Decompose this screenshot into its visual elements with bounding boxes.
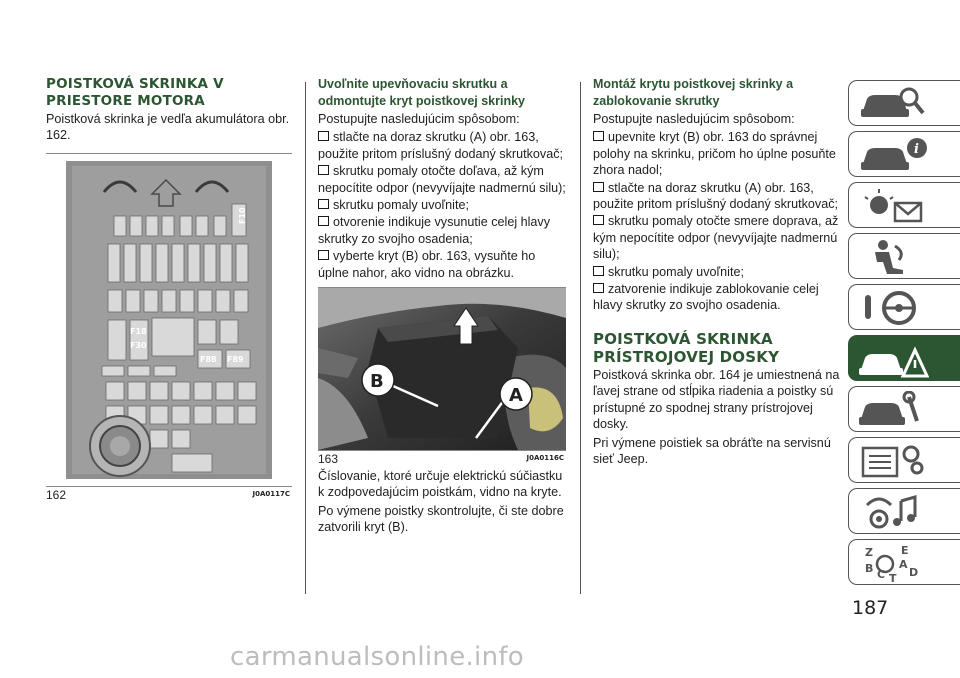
tab-steering[interactable]	[848, 284, 960, 330]
svg-text:A: A	[899, 558, 908, 571]
figure-163-caption	[318, 451, 566, 466]
svg-text:E: E	[901, 544, 909, 557]
tab-safety[interactable]	[848, 233, 960, 279]
svg-text:C: C	[877, 568, 886, 581]
subheading-remove-cover: Uvoľnite upevňovaciu skrutku a odmontujte kryt poistkovej skrinky	[318, 77, 525, 108]
column-remove-cover	[318, 76, 566, 538]
section-heading-dashboard-fuse-box: POISTKOVÁ SKRINKA PRÍSTROJOVEJ DOSKY	[593, 329, 780, 366]
car-info-icon	[859, 136, 929, 174]
fuse-label-f10: F10	[238, 207, 247, 224]
list-item: vyberte kryt (B) obr. 163, vysuňte ho úplne nahor, ako vidno na obrázku.	[318, 249, 536, 280]
seat-airbag-icon	[859, 238, 929, 276]
label-b: B	[370, 371, 384, 393]
figure-162-caption	[46, 487, 292, 502]
paragraph-service-network: Pri výmene poistiek sa obráťte na servisnú sieť Jeep.	[593, 435, 831, 466]
figure-number: 163	[318, 452, 339, 467]
engine-fuse-box-intro: Poistková skrinka je vedľa akumulátora obr. 162.	[46, 112, 290, 143]
engine-bay-photo	[318, 288, 566, 450]
column-engine-fuse-box	[46, 76, 292, 502]
column-divider	[580, 82, 581, 594]
checkbox-bullet-icon	[318, 131, 329, 141]
svg-text:D: D	[909, 566, 919, 579]
column-divider	[305, 82, 306, 594]
checkbox-bullet-icon	[593, 131, 604, 141]
figure-number: 162	[46, 487, 67, 502]
fuse-label-f18: F18	[130, 326, 147, 336]
checkbox-bullet-icon	[318, 165, 329, 175]
checkbox-bullet-icon	[318, 199, 329, 209]
tab-maintenance[interactable]	[848, 386, 960, 432]
page-number: 187	[852, 597, 889, 619]
checkbox-bullet-icon	[593, 215, 604, 225]
tab-car-info[interactable]	[848, 131, 960, 177]
list-item: skrutku pomaly uvoľnite;	[593, 264, 845, 280]
figure-162	[46, 153, 292, 487]
paragraph-check-cover: Po výmene poistky skontrolujte, či ste dobre zatvorili kryt (B).	[318, 503, 564, 535]
checkbox-bullet-icon	[593, 182, 604, 192]
checkbox-bullet-icon	[593, 266, 604, 276]
steering-wheel-icon	[859, 289, 929, 327]
remove-cover-intro: Postupujte nasledujúcim spôsobom:	[318, 112, 520, 126]
paragraph-numbering: Číslovanie, ktoré určuje elektrickú súčiastku k zodpovedajúcim poistkám, vidno na kryte.	[318, 469, 563, 500]
section-heading-engine-fuse-box: POISTKOVÁ SKRINKA V PRIESTORE MOTORA	[46, 76, 224, 109]
svg-text:i: i	[914, 142, 919, 157]
column-install-cover	[593, 76, 845, 469]
list-item: zatvorenie indikuje zablokovanie celej hlavy skrutky zo svojho osadenia.	[593, 282, 819, 313]
label-a: A	[509, 385, 523, 407]
svg-text:Z: Z	[865, 546, 873, 559]
paragraph-dashboard-fuse-location: Poistková skrinka obr. 164 je umiestnená na ľavej strane od stĺpika riadenia a poistky sú prístupné zo spodnej strany prístrojovej dosky.	[593, 367, 840, 432]
tab-index[interactable]	[848, 539, 960, 585]
install-cover-intro: Postupujte nasledujúcim spôsobom:	[593, 112, 795, 126]
tab-emergency[interactable]	[848, 335, 960, 381]
car-breakdown-icon	[859, 340, 929, 378]
fuse-label-f89: F89	[227, 354, 244, 364]
subheading-install-cover: Montáž krytu poistkovej skrinky a zablokovanie skrutky	[593, 77, 794, 108]
tab-multimedia[interactable]	[848, 488, 960, 534]
car-service-icon	[859, 391, 929, 429]
warning-light-icon	[859, 187, 929, 225]
figure-code: J0A0117C	[252, 489, 290, 498]
svg-text:B: B	[865, 562, 874, 575]
multimedia-icon	[859, 493, 929, 531]
tab-car-search[interactable]	[848, 80, 960, 126]
svg-text:T: T	[889, 572, 897, 582]
fuse-label-f88: F88	[200, 354, 217, 364]
checkbox-bullet-icon	[318, 250, 329, 260]
list-item: stlačte na doraz skrutku (A) obr. 163, použite pritom príslušný dodaný skrutkovač;	[593, 180, 838, 212]
watermark: carmanualsonline.info	[230, 642, 525, 672]
checkbox-bullet-icon	[318, 216, 329, 226]
alphabetical-index-icon	[859, 544, 929, 582]
fuse-label-f30: F30	[130, 340, 147, 350]
tab-warning-lights[interactable]	[848, 182, 960, 228]
list-item: skrutku pomaly uvoľnite;	[318, 197, 566, 213]
figure-code: J0A0116C	[526, 454, 564, 463]
list-item: skrutku pomaly otočte smere doprava, až kým nepocítite odpor (nevyvíjajte nadmernú silu);	[593, 214, 839, 262]
car-search-icon	[859, 85, 929, 123]
figure-163	[318, 287, 566, 451]
checkbox-bullet-icon	[593, 283, 604, 293]
list-item: skrutku pomaly otočte doľava, až kým nepocítite odpor (nevyvíjajte nadmernú silu);	[318, 164, 566, 195]
list-item: upevnite kryt (B) obr. 163 do správnej polohy na skrinku, pričom ho úplne posuňte zhora nadol;	[593, 130, 836, 178]
chapter-tabs	[848, 80, 960, 590]
settings-list-icon	[859, 442, 929, 480]
list-item: stlačte na doraz skrutku (A) obr. 163, použite pritom príslušný dodaný skrutkovač;	[318, 130, 563, 161]
list-item: otvorenie indikuje vysunutie celej hlavy skrutky zo svojho osadenia;	[318, 215, 551, 246]
fuse-box-diagram	[46, 154, 292, 486]
tab-technical-data[interactable]	[848, 437, 960, 483]
